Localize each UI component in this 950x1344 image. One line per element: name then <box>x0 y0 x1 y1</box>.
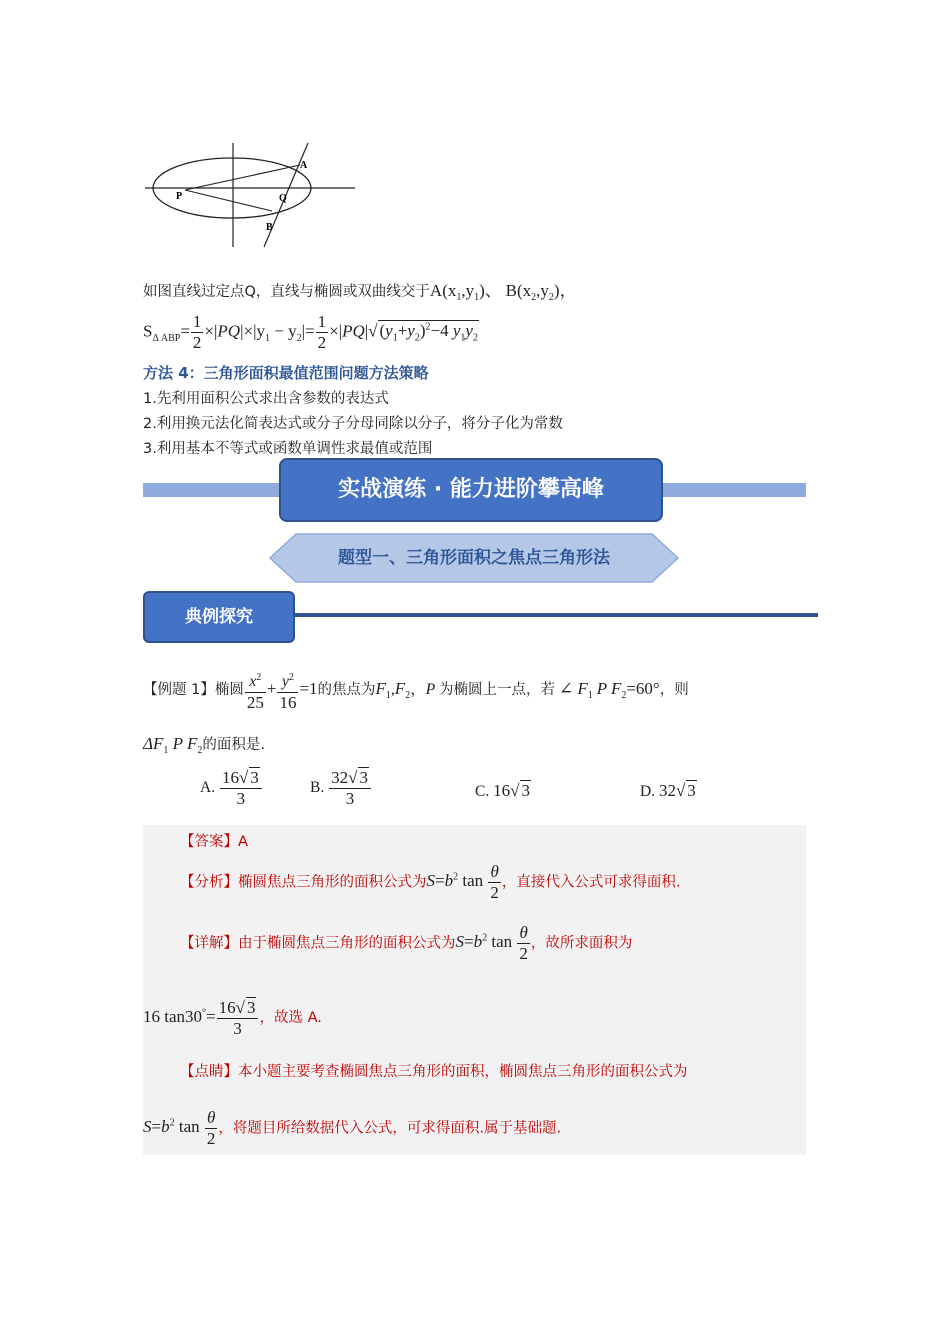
comment-line-2: $S=b^2$ tan $\frac{\theta}{2}$ ，将题目所给数据代入公式，可求得面积.属于基础题. <box>143 1108 562 1148</box>
example-tab: 典例探究 <box>143 591 295 643</box>
comment-line: 【点睛】本小题主要考查椭圆焦点三角形的面积，椭圆焦点三角形的面积公式为 <box>180 1064 688 1080</box>
segment-PB <box>185 190 272 211</box>
detail-line: 【详解】由于椭圆焦点三角形的面积公式为$S=b^2$ tan $\frac{\theta}{2}$ ，故所求面积为 <box>180 923 633 963</box>
label-P: P <box>176 191 183 202</box>
ellipse-figure <box>140 135 365 255</box>
example1-line1: 【例题 1】椭圆 $\frac{x^2}{25}$ + $\frac{y^2}{16}$ =1的焦点为$F_1,F_2$，P 为椭圆上一点，若 ∠ $F_1$ P $F_2=60^\circ$，则 <box>143 668 689 713</box>
method4-step-1: 1.先利用面积公式求出含参数的表达式 <box>143 391 389 407</box>
segment-PA <box>185 165 300 190</box>
banner-title: 实战演练 · 能力进阶攀高峰 <box>279 458 663 522</box>
y-fraction: $\frac{y^2}{16}$ <box>277 668 298 713</box>
option-d[interactable]: D. 32√ 3 <box>640 781 696 800</box>
area-formula: $S_{\Delta ABP}=$ $\frac{1}{2}$ $\times|PQ|\times|y_1 - y_2|=$ $\frac{1}{2}$ ×|PQ|√ $(y_1+y_2)^2-4$ $y_1y_2$ <box>143 312 478 352</box>
calc-line: 16 tan30°= $\frac{16√ 3}{3}$ ，故选 A. <box>143 998 322 1038</box>
option-a[interactable]: A. $\frac{16√ 3}{3}$ <box>200 767 263 809</box>
example1-line2: $\Delta F_1$ P $F_2$的面积是. <box>143 734 265 757</box>
example-tab-line <box>290 613 818 617</box>
label-Q: Q <box>279 193 287 204</box>
half-fraction: $\frac{1}{2}$ <box>192 312 202 352</box>
method4-title: 方法 4：三角形面积最值范围问题方法策略 <box>143 364 429 382</box>
method4-step-3: 3.利用基本不等式或函数单调性求最值或范围 <box>143 441 433 457</box>
answer-line: 【答案】A <box>180 834 248 850</box>
sqrt-expression: $(y_1+y_2)^2-4$ $y_1y_2$ <box>379 321 478 344</box>
label-B: B <box>266 222 273 233</box>
subtitle-title: 题型一、三角形面积之焦点三角形法 <box>338 548 610 568</box>
method4-step-2: 2.利用换元法化简表达式或分子分母同除以分子，将分子化为常数 <box>143 416 563 432</box>
analysis-line: 【分析】椭圆焦点三角形的面积公式为$S=b^2$ tan $\frac{\theta}{2}$ ，直接代入公式可求得面积. <box>180 862 681 902</box>
intro-line: 如图直线过定点Q，直线与椭圆或双曲线交于$A(x_1,y_1)$、 $B(x_2,y_2)$， <box>143 281 577 304</box>
option-c[interactable]: C. 16√ 3 <box>475 781 530 800</box>
option-b[interactable]: B. $\frac{32√ 3}{3}$ <box>310 767 372 809</box>
label-A: A <box>300 160 308 171</box>
x-fraction: $\frac{x^2}{25}$ <box>245 668 266 713</box>
